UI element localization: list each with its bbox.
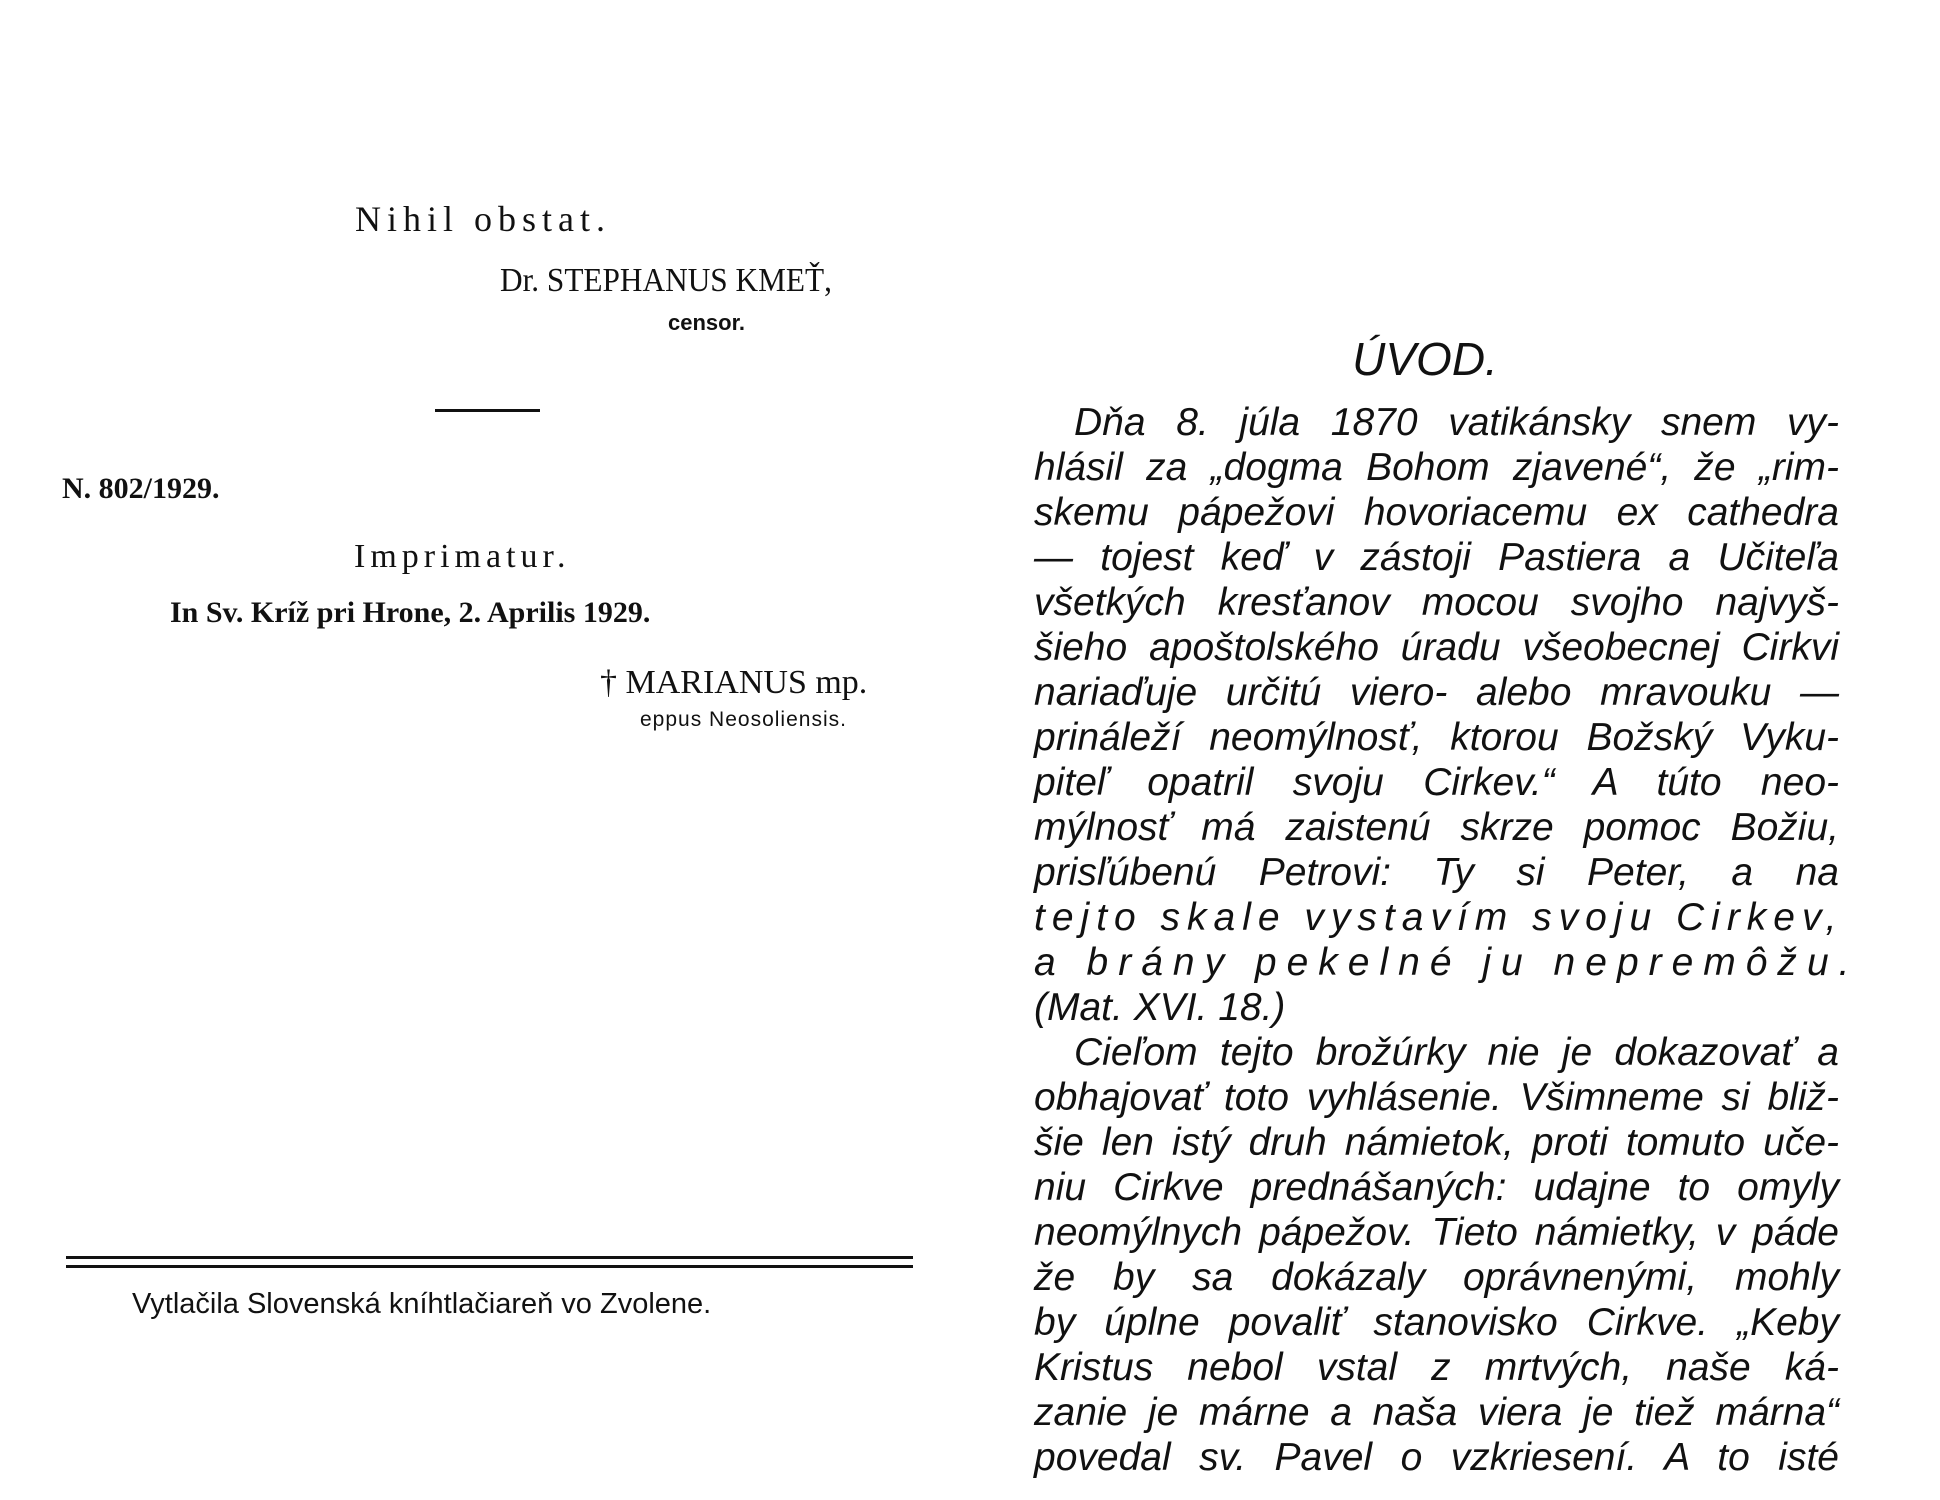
text-line: prináleží neomýlnosť, ktorou Božský Vyku- (1034, 716, 1839, 759)
place-date: In Sv. Kríž pri Hrone, 2. Aprilis 1929. (170, 596, 651, 629)
short-divider (435, 409, 540, 412)
text-line: neomýlnych pápežov. Tieto námietky, v páde (1034, 1211, 1839, 1254)
text-line: Kristus nebol vstal z mrtvých, naše ká- (1034, 1346, 1839, 1389)
printer-imprint: Vytlačila Slovenská kníhtlačiareň vo Zvolene. (132, 1288, 712, 1320)
text-line: šie len istý druh námietok, proti tomuto uče- (1034, 1121, 1839, 1164)
imprimatur: Imprimatur. (354, 538, 571, 575)
text-line: by úplne povaliť stanovisko Cirkve. „Keby (1034, 1301, 1839, 1344)
text-line: (Mat. XVI. 18.) (1034, 986, 1286, 1029)
left-page (0, 0, 960, 1500)
nihil-obstat: Nihil obstat. (355, 199, 611, 239)
text-line: povedal sv. Pavel o vzkriesení. A to isté (1034, 1436, 1839, 1479)
right-page (960, 0, 1940, 1500)
text-line: že by sa dokázaly oprávnenými, mohly (1034, 1256, 1839, 1299)
text-line: niu Cirkve prednášaných: udajne to omyly (1034, 1166, 1839, 1209)
text-line: nariaďuje určitú viero- alebo mravouku — (1034, 671, 1839, 714)
body-text (1034, 400, 1860, 1480)
bishop-title: eppus Neosoliensis. (640, 708, 847, 731)
text-line: Dňa 8. júla 1870 vatikánsky snem vy- (1074, 401, 1839, 444)
text-line: Cieľom tejto brožúrky nie je dokazovať a (1074, 1031, 1839, 1074)
text-line: a brány pekelné ju nepremôžu. (1034, 941, 1860, 984)
bishop-name: † MARIANUS mp. (600, 664, 868, 701)
text-line: šieho apoštolského úradu všeobecnej Cirkvi (1034, 626, 1839, 669)
text-line: skemu pápežovi hovoriacemu ex cathedra (1034, 491, 1839, 534)
text-line: mýlnosť má zaistenú skrze pomoc Božiu, (1034, 806, 1839, 849)
text-line: piteľ opatril svoju Cirkev.“ A túto neo- (1034, 761, 1839, 804)
text-line: zanie je márne a naša viera je tiež márna“ (1034, 1391, 1839, 1434)
double-divider (66, 1256, 913, 1268)
censor-title: censor. (668, 310, 746, 335)
reference-number: N. 802/1929. (62, 472, 220, 505)
text-line: obhajovať toto vyhlásenie. Všimneme si bliž- (1034, 1076, 1839, 1119)
text-line: tejto skale vystavím svoju Cirkev, (1034, 896, 1844, 939)
section-heading: ÚVOD. (1352, 333, 1498, 385)
text-line: prisľúbenú Petrovi: Ty si Peter, a na (1034, 851, 1839, 894)
text-line: hlásil za „dogma Bohom zjavené“, že „rim- (1034, 446, 1839, 489)
text-line: — tojest keď v zástoji Pastiera a Učiteľa (1034, 536, 1839, 579)
censor-name: Dr. STEPHANUS KMEŤ, (500, 262, 832, 299)
text-line: všetkých kresťanov mocou svojho najvyš- (1034, 581, 1839, 624)
